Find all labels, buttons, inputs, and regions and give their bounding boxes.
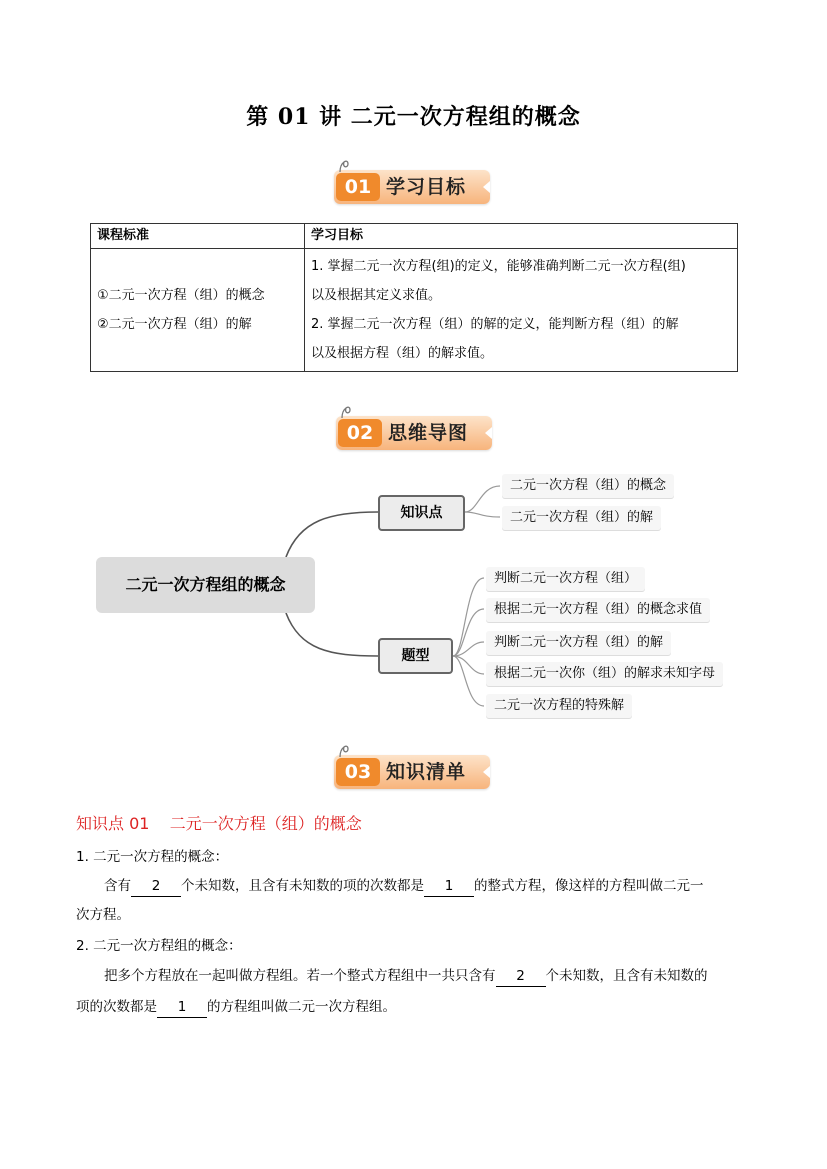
knowledge-heading: 知识点 01 二元一次方程（组）的概念: [76, 814, 362, 833]
fill-blank: 2: [131, 876, 181, 897]
table-header: 课程标准: [91, 224, 305, 249]
item2-title: 2. 二元一次方程组的概念：: [76, 938, 242, 954]
goal-line: 1. 掌握二元一次方程(组)的定义，能够准确判断二元一次方程(组): [311, 259, 686, 274]
mindmap-leaf: 二元一次方程的特殊解: [486, 694, 632, 718]
fill-blank: 2: [496, 966, 546, 987]
mindmap-leaf: 判断二元一次方程（组）的解: [486, 631, 671, 655]
standard-item: ①二元一次方程（组）的概念: [97, 288, 265, 303]
table-header: 学习目标: [305, 224, 738, 249]
mindmap-branch-knowledge: 知识点: [378, 495, 465, 531]
section-label: 思维导图: [388, 422, 469, 444]
text: 把多个方程放在一起叫做方程组。若一个整式方程组中一共只含有: [104, 968, 496, 984]
item1-body-cont: 次方程。: [76, 907, 130, 923]
section-number: 01: [336, 173, 380, 201]
text: 个未知数，且含有未知数的项的次数都是: [181, 878, 424, 894]
mindmap-leaf: 根据二元一次你（组）的解求未知字母: [486, 662, 723, 686]
standard-item: ②二元一次方程（组）的解: [97, 317, 252, 332]
section-label: 知识清单: [386, 761, 467, 783]
page-title: 第 01 讲 二元一次方程组的概念: [246, 104, 581, 130]
fill-blank: 1: [424, 876, 474, 897]
mindmap-leaf: 二元一次方程（组）的概念: [502, 474, 674, 498]
text: 含有: [104, 878, 131, 894]
section-number: 02: [338, 419, 382, 447]
mindmap-leaf: 根据二元一次方程（组）的概念求值: [486, 598, 710, 622]
goal-line: 2. 掌握二元一次方程（组）的解的定义，能判断方程（组）的解: [311, 317, 679, 332]
item2-body: [104, 966, 708, 987]
mindmap-leaf: 判断二元一次方程（组）: [486, 567, 645, 591]
mindmap-central-node: 二元一次方程组的概念: [96, 557, 315, 613]
text: 的方程组叫做二元一次方程组。: [207, 999, 396, 1015]
text: 个未知数，且含有未知数的: [545, 968, 708, 984]
section-label: 学习目标: [386, 176, 467, 198]
item1-title: 1. 二元一次方程的概念：: [76, 849, 229, 865]
text: 项的次数都是: [76, 999, 157, 1015]
mindmap-branch-types: 题型: [378, 638, 453, 674]
goal-line: 以及根据方程（组）的解求值。: [311, 346, 494, 361]
fill-blank: 1: [157, 997, 207, 1018]
mindmap-leaf: 二元一次方程（组）的解: [502, 506, 661, 530]
section-badge-03: [334, 745, 494, 787]
goal-line: 以及根据其定义求值。: [311, 288, 442, 303]
section-number: 03: [336, 758, 380, 786]
item1-body: [104, 876, 704, 897]
item2-body-cont: [76, 997, 396, 1018]
text: 的整式方程，像这样的方程叫做二元一: [474, 878, 704, 894]
